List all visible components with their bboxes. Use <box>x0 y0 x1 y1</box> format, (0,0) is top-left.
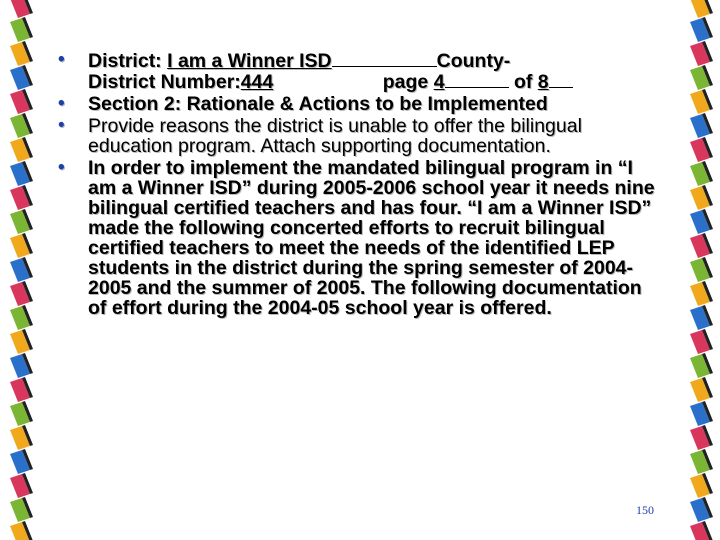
left-border-svg <box>0 0 40 540</box>
district-blank <box>332 50 437 67</box>
bullet-icon: • <box>58 115 65 136</box>
district-number-value: 444 <box>240 71 274 93</box>
bullet-icon: • <box>58 49 65 70</box>
district-number-label: District Number: <box>88 71 241 93</box>
district-label: District: <box>88 50 162 72</box>
of-label: of <box>513 71 533 93</box>
left-decorative-border <box>0 0 40 540</box>
page-blank <box>445 71 509 88</box>
page-value: 4 <box>433 71 445 93</box>
of-blank <box>549 71 573 88</box>
section-title-text: Section 2: Rationale & Actions to be Implemented <box>88 93 548 115</box>
slide-number: 150 <box>636 503 654 517</box>
bullet-icon: • <box>58 93 65 114</box>
page-label: page <box>382 71 429 93</box>
district-name: I am a Winner ISD <box>167 50 332 72</box>
right-decorative-border <box>680 0 720 540</box>
right-border-svg <box>680 0 720 540</box>
of-value: 8 <box>537 71 549 93</box>
instruction <box>58 116 668 156</box>
district-line <box>58 50 668 92</box>
section-title <box>58 94 668 114</box>
rationale <box>58 158 668 318</box>
slide-content <box>58 50 668 320</box>
county-label: County- <box>436 50 511 72</box>
bullet-icon: • <box>58 157 65 178</box>
rationale-text: In order to implement the mandated bilingual program in “I am a Winner ISD” during 2005-2006 school year it needs nine bilingual certified teachers and has four. “I am a Winner ISD” made the following concerted efforts to recruit bilingual certified teachers to meet the needs of the identified LEP students in the district during the spring semester of 2004-2005 and the summer of 2005. The following documentation of effort during the 2004-05 school year is offered. <box>88 157 655 319</box>
instruction-text: Provide reasons the district is unable to offer the bilingual education program. Attach supporting documentation. <box>88 115 582 157</box>
